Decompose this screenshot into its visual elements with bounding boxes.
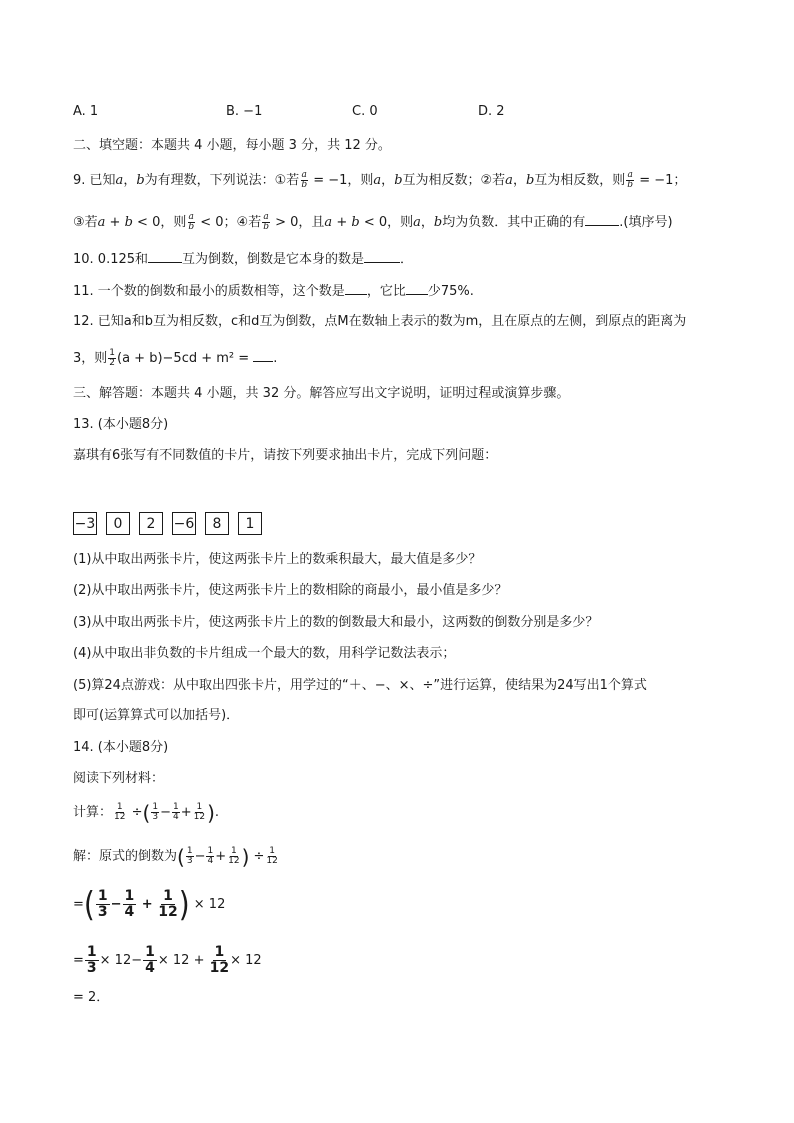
number-card: 1 bbox=[238, 512, 262, 535]
question-14-title: 14. (本小题8分) bbox=[73, 740, 169, 755]
solution-result: = 2． bbox=[73, 990, 110, 1005]
question-13-title: 13. (本小题8分) bbox=[73, 417, 169, 432]
answer-blank[interactable] bbox=[406, 282, 428, 295]
number-card: 8 bbox=[205, 512, 229, 535]
option-c: C. 0 bbox=[352, 104, 378, 119]
question-13-part-1: (1)从中取出两张卡片，使这两张卡片上的数乘积最大，最大值是多少？ bbox=[73, 552, 482, 567]
question-14-solution: 解：原式的倒数为( $\frac{1}{3}$ − $\frac{1}{4}$ + $\frac{1}{12}$ ) ÷ $\frac{1}{12}$ bbox=[73, 844, 278, 869]
question-12-line-1: 12. 已知a和b互为相反数，c和d互为倒数，点M在数轴上表示的数为m，且在原点的左侧，到原点的距离为 bbox=[73, 314, 687, 329]
question-13-part-4: (4)从中取出非负数的卡片组成一个最大的数，用科学记数法表示； bbox=[73, 646, 456, 661]
number-card: 2 bbox=[139, 512, 163, 535]
answer-blank[interactable] bbox=[253, 349, 273, 362]
solution-step-2: = $\frac{1}{3}$ × 12− $\frac{1}{4}$ × 12 + $\frac{1}{12}$ × 12 bbox=[73, 944, 262, 976]
section-2-heading: 二、填空题：本题共 4 小题，每小题 3 分，共 12 分。 bbox=[73, 138, 391, 153]
question-13-part-3: (3)从中取出两张卡片，使这两张卡片上的数的倒数最大和最小，这两数的倒数分别是多少？ bbox=[73, 615, 599, 630]
option-a: A. 1 bbox=[73, 104, 99, 119]
question-10: 10. 0.125和 互为倒数，倒数是它本身的数是 ． bbox=[73, 252, 414, 267]
number-card: −3 bbox=[73, 512, 97, 535]
answer-blank[interactable] bbox=[585, 213, 619, 226]
number-card: −6 bbox=[172, 512, 196, 535]
solution-step-1: =( $\frac{1}{3}$ − $\frac{1}{4}$ + $\frac{1}{12}$ ) × 12 bbox=[73, 884, 226, 924]
answer-blank[interactable] bbox=[345, 282, 367, 295]
option-b: B. −1 bbox=[226, 104, 263, 119]
question-13-part-2: (2)从中取出两张卡片，使这两张卡片上的数相除的商最小，最小值是多少？ bbox=[73, 583, 508, 598]
question-13-part-5-cont: 即可(运算算式可以加括号)． bbox=[73, 708, 240, 723]
question-13-intro: 嘉琪有6张写有不同数值的卡片，请按下列要求抽出卡片，完成下列问题： bbox=[73, 448, 498, 463]
answer-blank[interactable] bbox=[148, 250, 182, 263]
question-13-part-5: (5)算24点游戏：从中取出四张卡片，用学过的“＋、−、×、÷”进行运算，使结果为24写出1个算式 bbox=[73, 678, 647, 693]
question-14-calc: 计算： $\frac{1}{12}$ ÷( $\frac{1}{3}$ − $\frac{1}{4}$ + $\frac{1}{12}$ ). bbox=[73, 800, 220, 825]
answer-blank[interactable] bbox=[364, 250, 400, 263]
question-12-line-2: 3，则 $\frac{1}{2}$ (a + b)−5cd + m² = . bbox=[73, 348, 278, 368]
question-14-read: 阅读下列材料： bbox=[73, 771, 165, 786]
option-d: D. 2 bbox=[478, 104, 505, 119]
question-9-line-1: 9. 已知a，b为有理数，下列说法：①若 $\frac{a}{b}$ = −1，则a，b互为相反数；②若a，b互为相反数，则 $\frac{a}{b}$ = −1； bbox=[73, 170, 687, 190]
card-row bbox=[73, 512, 262, 535]
question-9-line-2: ③若a + b < 0，则 $\frac{a}{b}$ < 0；④若 $\frac{a}{b}$ > 0，且a + b < 0，则a，b均为负数．其中正确的有 .(填序号) bbox=[73, 212, 673, 232]
question-11: 11. 一个数的倒数和最小的质数相等，这个数是 ，它比 少75%. bbox=[73, 284, 474, 299]
number-card: 0 bbox=[106, 512, 130, 535]
section-3-heading: 三、解答题：本题共 4 小题，共 32 分。解答应写出文字说明，证明过程或演算步骤。 bbox=[73, 386, 570, 401]
